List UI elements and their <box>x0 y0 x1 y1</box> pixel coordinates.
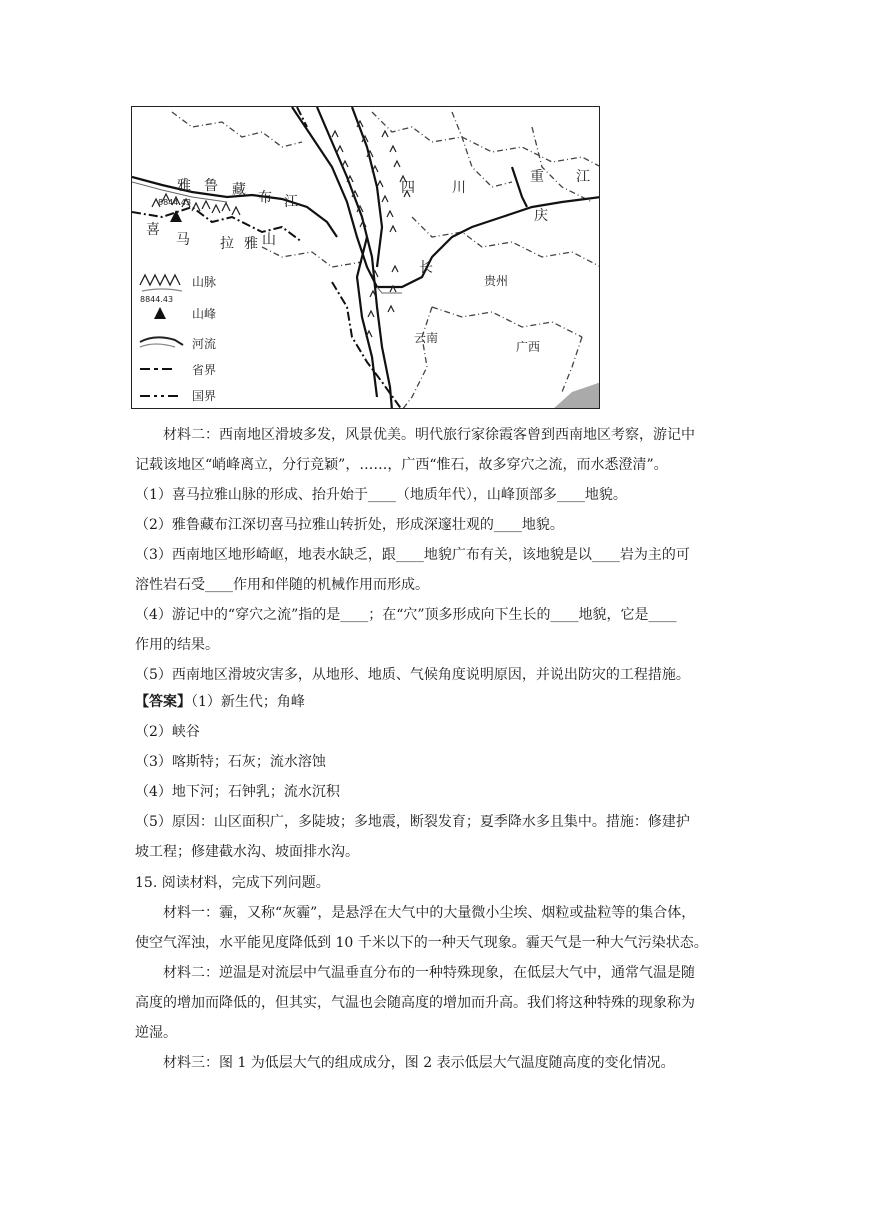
map-label-si: 四 <box>401 180 415 196</box>
map-label-guangxi: 广西 <box>516 340 541 354</box>
map-label-guizhou: 贵州 <box>484 274 509 288</box>
question-3-line1: （3）西南地区地形崎岖，地表水缺乏，跟____地貌广布有关，该地貌是以____岩为主的可 <box>135 547 690 563</box>
question-4-line2: 作用的结果。 <box>135 637 219 653</box>
map-label-ma: 马 <box>176 232 190 248</box>
map-label-bu: 布 <box>258 190 272 206</box>
answer-tag: 【答案】 <box>135 694 191 710</box>
map-label-jiang: 江 <box>284 194 298 210</box>
question-2: （2）雅鲁藏布江深切喜马拉雅山转折处，形成深邃壮观的____地貌。 <box>135 517 564 533</box>
question-1: （1）喜马拉雅山脉的形成、抬升始于____（地质年代），山峰顶部多____地貌。 <box>135 487 627 503</box>
map-label-chang: 长 <box>419 260 433 276</box>
material1-line1: 材料一：霾，又称“灰霾”，是悬浮在大气中的大量微小尘埃、烟粒或盐粒等的集合体， <box>163 905 696 921</box>
map-label-yunnan: 云南 <box>414 331 439 345</box>
map-label-ya: 雅 <box>177 178 191 194</box>
legend-province-border: 省界 <box>192 363 217 377</box>
map-label-xi: 喜 <box>146 222 160 238</box>
map-label-chong: 重 <box>530 169 544 185</box>
map-peak-value: 8844.43 <box>158 198 192 207</box>
material2-line1: 材料二：西南地区滑坡多发，风景优美。明代旅行家徐霞客曾到西南地区考察，游记中 <box>163 427 695 443</box>
question-4-line1: （4）游记中的“穿穴之流”指的是____；在“穴”顶多形成向下生长的____地貌，它是____ <box>135 607 677 623</box>
answer-1-line <box>135 692 745 712</box>
material1-line2: 使空气浑浊，水平能见度降低到 10 千米以下的一种天气现象。霾天气是一种大气污染状态。 <box>135 935 708 951</box>
map-label-la: 拉 <box>220 236 234 252</box>
legend-river: 河流 <box>192 337 217 351</box>
map-label-qing: 庆 <box>534 208 548 224</box>
material2b-line3: 逆湿。 <box>135 1025 177 1041</box>
map-label-lu: 鲁 <box>204 178 218 194</box>
map-label-zang: 藏 <box>232 182 246 198</box>
answer-5-line2: 坡工程；修建截水沟、坡面排水沟。 <box>135 844 359 860</box>
answer-3: （3）喀斯特；石灰；流水溶蚀 <box>135 754 326 770</box>
legend-peak: 山峰 <box>192 307 217 321</box>
sea-area <box>552 382 600 409</box>
material2b-line1: 材料二：逆温是对流层中气温垂直分布的一种特殊现象，在低层大气中，通常气温是随 <box>163 965 695 981</box>
question-5: （5）西南地区滑坡灾害多，从地形、地质、气候角度说明原因，并说出防灾的工程措施。 <box>135 667 690 683</box>
legend-national-border: 国界 <box>192 389 217 403</box>
map-label-jiang-river: 江 <box>576 169 590 185</box>
question-15: 15. 阅读材料，完成下列问题。 <box>135 875 330 891</box>
legend-mountain: 山脉 <box>192 275 217 289</box>
material2b-line2: 高度的增加而降低的，但其实，气温也会随高度的增加而升高。我们将这种特殊的现象称为 <box>135 995 695 1011</box>
map-label-yashan: 雅 <box>244 236 258 252</box>
map-label-shan: 山 <box>262 232 276 248</box>
material3: 材料三：图 1 为低层大气的组成成分，图 2 表示低层大气温度随高度的变化情况。 <box>163 1055 675 1071</box>
answer-2: （2）峡谷 <box>135 724 200 740</box>
answer-1: （1）新生代；角峰 <box>191 694 305 710</box>
southwest-china-map <box>131 106 600 409</box>
answer-4: （4）地下河；石钟乳；流水沉积 <box>135 784 340 800</box>
answer-5-line1: （5）原因：山区面积广，多陡坡；多地震，断裂发育；夏季降水多且集中。措施：修建护 <box>135 814 690 830</box>
material2-line2: 记载该地区“峭峰离立，分行竞颖”，……，广西“惟石，故多穿穴之流，而水悉澄清”。 <box>135 457 668 473</box>
peak-triangle <box>170 210 182 222</box>
legend-peak-value: 8844.43 <box>140 295 174 304</box>
map-label-chuan: 川 <box>452 180 466 196</box>
question-3-line2: 溶性岩石受____作用和伴随的机械作用而形成。 <box>135 577 429 593</box>
